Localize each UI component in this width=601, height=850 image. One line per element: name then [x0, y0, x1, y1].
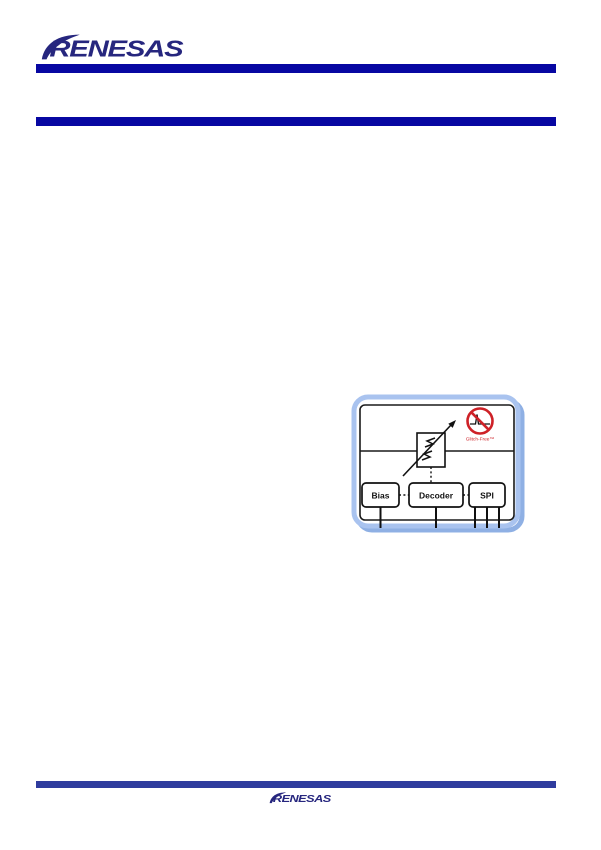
footer-rule: [36, 781, 556, 788]
header-rule-top: [36, 64, 556, 73]
functional-block-diagram: [351, 394, 526, 540]
logo-wordmark: RENESAS: [49, 35, 184, 62]
renesas-logo: [38, 32, 190, 63]
footer-logo-wordmark: RENESAS: [272, 793, 332, 805]
renesas-logo-art: [38, 32, 190, 63]
header-rule-bottom: [36, 117, 556, 126]
renesas-logo-footer-art: [268, 791, 334, 805]
glitch-free-label: Glitch-Free™: [465, 437, 495, 443]
renesas-logo-footer: [268, 791, 334, 805]
function-blocks: [362, 483, 505, 507]
attenuator-box: [417, 433, 445, 467]
spi-block-label: SPI: [480, 490, 494, 501]
decoder-block-label: Decoder: [418, 490, 454, 501]
bias-block-label: Bias: [371, 490, 390, 501]
